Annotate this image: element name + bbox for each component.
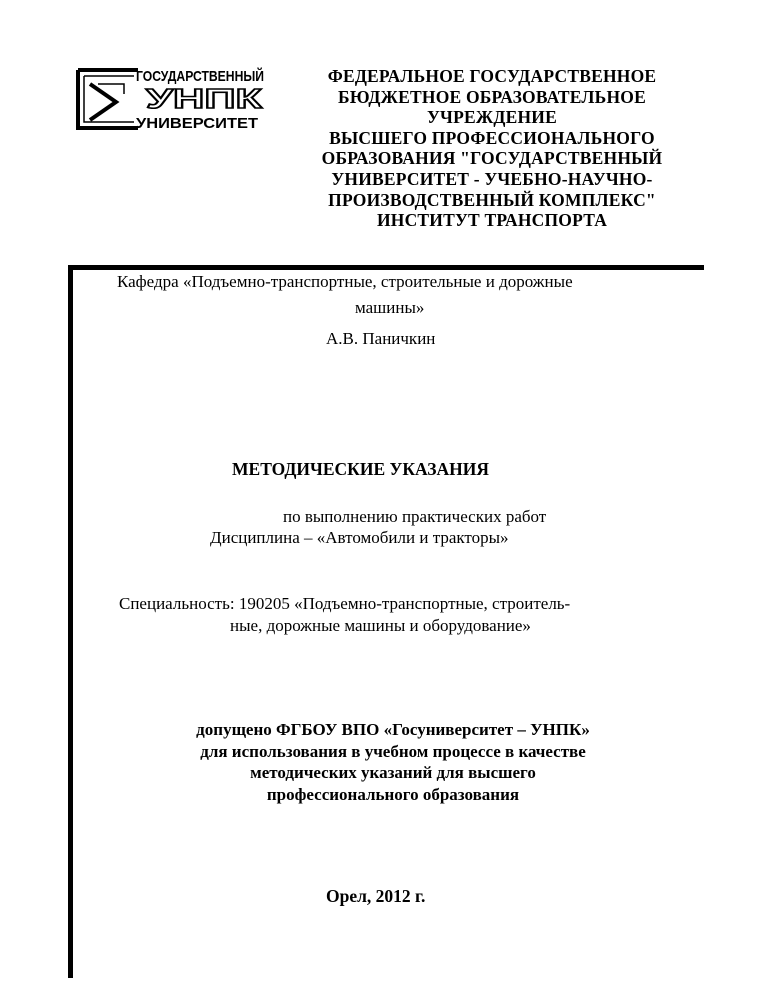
specialty-line-1: Специальность: 190205 «Подъемно-транспортные, строитель- xyxy=(119,594,571,613)
document-title: МЕТОДИЧЕСКИЕ УКАЗАНИЯ xyxy=(232,459,489,479)
org-header-line: УНИВЕРСИТЕТ - УЧЕБНО-НАУЧНО- xyxy=(331,168,653,189)
org-header-line: ФЕДЕРАЛЬНОЕ ГОСУДАРСТВЕННОЕ xyxy=(327,66,657,86)
org-header-line: БЮДЖЕТНОЕ ОБРАЗОВАТЕЛЬНОЕ xyxy=(338,86,646,107)
approval-statement xyxy=(100,719,686,805)
org-header-line: УЧРЕЖДЕНИЕ xyxy=(427,107,557,128)
approval-line: методических указаний для высшего xyxy=(250,763,536,782)
approval-line: профессионального образования xyxy=(266,784,520,804)
author-name: А.В. Паничкин xyxy=(326,329,436,348)
department-line-1: Кафедра «Подъемно-транспортные, строительные и дорожные xyxy=(117,272,573,291)
logo-text-middle: УНПК xyxy=(146,83,264,114)
purpose-line-1: по выполнению практических работ xyxy=(283,507,547,526)
organization-header xyxy=(282,66,702,231)
horizontal-frame-line xyxy=(68,265,704,270)
org-header-line: ВЫСШЕГО ПРОФЕССИОНАЛЬНОГО xyxy=(329,127,655,148)
org-header-line: ПРОИЗВОДСТВЕННЫЙ КОМПЛЕКС" xyxy=(328,189,656,210)
department-line-2: машины» xyxy=(355,298,425,317)
place-and-year: Орел, 2012 г. xyxy=(326,886,426,906)
org-header-line: ИНСТИТУТ ТРАНСПОРТА xyxy=(376,210,608,231)
university-logo xyxy=(76,66,294,132)
logo-text-bottom: УНИВЕРСИТЕТ xyxy=(136,115,258,132)
university-logo-graphic xyxy=(76,66,294,132)
org-header-line: ОБРАЗОВАНИЯ "ГОСУДАРСТВЕННЫЙ xyxy=(321,148,663,169)
specialty-line-2: ные, дорожные машины и оборудование» xyxy=(230,616,531,635)
discipline-line: Дисциплина – «Автомобили и тракторы» xyxy=(210,528,509,547)
logo-text-top: ГОСУДАРСТВЕННЫЙ xyxy=(136,68,294,85)
vertical-frame-line xyxy=(68,265,73,978)
approval-line: допущено ФГБОУ ВПО «Госуниверситет – УНПК» xyxy=(196,720,590,739)
approval-line: для использования в учебном процессе в качестве xyxy=(200,741,586,761)
